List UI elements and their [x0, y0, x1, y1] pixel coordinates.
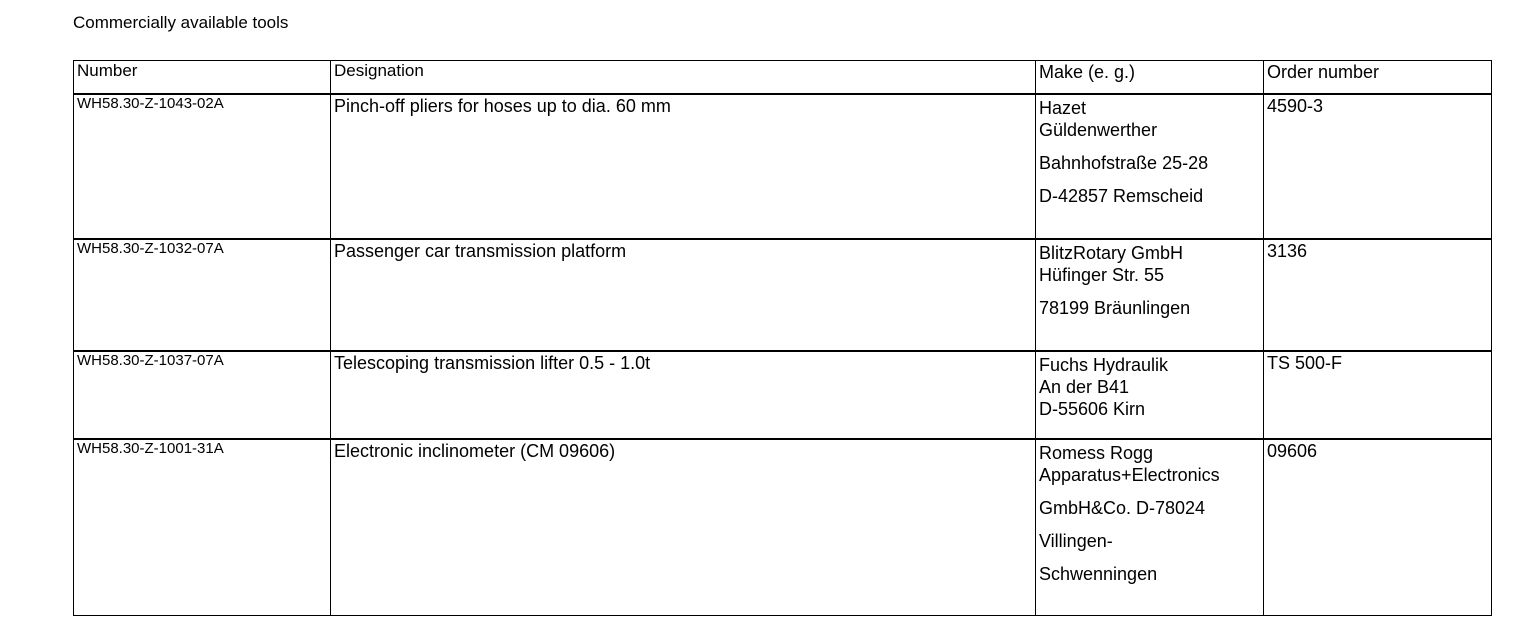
tools-table [73, 60, 1492, 616]
row-order-number: 09606 [1264, 439, 1492, 616]
header-designation: Designation [331, 61, 1036, 94]
table-row [74, 94, 1492, 239]
row-number: WH58.30-Z-1032-07A [74, 239, 331, 351]
row-make [1036, 439, 1264, 616]
make-line: Schwenningen [1039, 563, 1158, 584]
page-title: Commercially available tools [73, 13, 289, 32]
table-row [74, 351, 1492, 439]
make-line: BlitzRotary GmbH [1039, 242, 1184, 263]
table-row [74, 239, 1492, 351]
row-make [1036, 94, 1264, 239]
table-header-row [74, 61, 1492, 94]
row-designation: Telescoping transmission lifter 0.5 - 1.0t [331, 351, 1036, 439]
make-line: An der B41 [1039, 376, 1130, 397]
make-line: D-55606 Kirn [1039, 398, 1146, 419]
row-designation: Passenger car transmission platform [331, 239, 1036, 351]
row-designation: Pinch-off pliers for hoses up to dia. 60 mm [331, 94, 1036, 239]
row-number: WH58.30-Z-1037-07A [74, 351, 331, 439]
row-number: WH58.30-Z-1043-02A [74, 94, 331, 239]
make-line: GmbH&Co. D-78024 [1039, 497, 1206, 518]
header-number: Number [74, 61, 331, 94]
make-line: D-42857 Remscheid [1039, 185, 1204, 206]
row-order-number: TS 500-F [1264, 351, 1492, 439]
row-order-number: 4590-3 [1264, 94, 1492, 239]
row-make [1036, 351, 1264, 439]
make-line: Hazet [1039, 97, 1087, 118]
make-line: Fuchs Hydraulik [1039, 354, 1169, 375]
row-number: WH58.30-Z-1001-31A [74, 439, 331, 616]
make-line: Bahnhofstraße 25-28 [1039, 152, 1209, 173]
make-line: Güldenwerther [1039, 119, 1158, 140]
header-make: Make (e. g.) [1036, 61, 1264, 94]
make-line: Villingen- [1039, 530, 1113, 551]
make-line: 78199 Bräunlingen [1039, 297, 1191, 318]
row-make [1036, 239, 1264, 351]
make-line: Apparatus+Electronics [1039, 464, 1220, 485]
row-designation: Electronic inclinometer (CM 09606) [331, 439, 1036, 616]
make-line: Romess Rogg [1039, 442, 1154, 463]
row-order-number: 3136 [1264, 239, 1492, 351]
make-line: Hüfinger Str. 55 [1039, 264, 1165, 285]
table-row [74, 439, 1492, 616]
header-order-number: Order number [1264, 61, 1492, 94]
